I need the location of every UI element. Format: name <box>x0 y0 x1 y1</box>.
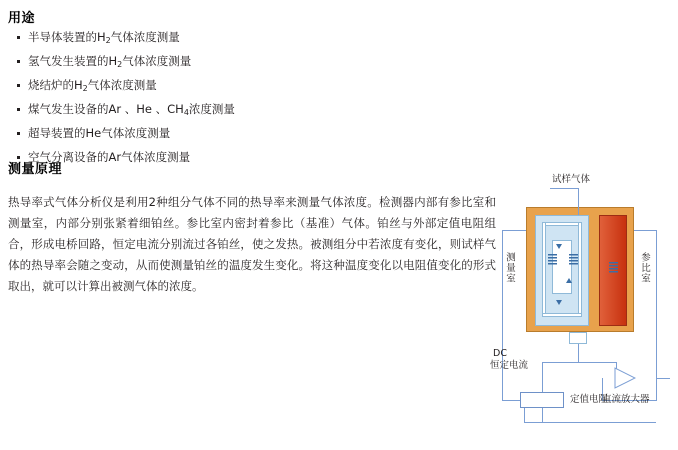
reference-filament <box>609 262 618 274</box>
bridge-left-drop-2 <box>542 408 543 422</box>
inlet-line-horizontal <box>550 188 579 189</box>
dc-label-line2: 恒定电流 <box>490 360 529 371</box>
list-item-post: 浓度测量 <box>188 102 235 116</box>
reference-chamber <box>599 215 627 326</box>
list-item-pre: 氢气发生装置的H <box>28 54 118 68</box>
right-bus-top-wire <box>630 230 657 231</box>
list-item-sub: 2 <box>82 84 88 93</box>
list-item-pre: 煤气发生设备的Ar 、He 、CH <box>28 102 184 116</box>
fixed-resistor-symbol <box>520 392 564 408</box>
list-item <box>14 146 534 170</box>
bridge-midline <box>542 362 616 363</box>
list-item <box>14 26 534 50</box>
inlet-line-vertical <box>578 188 579 208</box>
measuring-filament-left <box>548 254 557 266</box>
list-item-post: 气体浓度测量 <box>110 30 180 44</box>
bridge-bottom-wire <box>524 422 656 423</box>
measuring-filament-right <box>569 254 578 266</box>
flow-arrow-up <box>566 278 572 283</box>
list-item-sub: 2 <box>105 36 111 45</box>
gas-channel-bottom <box>542 313 582 317</box>
block-outlet-stub <box>578 344 579 362</box>
list-item <box>14 122 534 146</box>
block-outlet-port <box>569 332 587 344</box>
gas-channel-left <box>542 222 546 317</box>
list-item-pre: 空气分离设备的Ar气体浓度测量 <box>28 150 191 164</box>
gas-channel-top <box>542 222 582 226</box>
dc-amplifier-icon <box>614 367 636 389</box>
list-item <box>14 50 534 74</box>
list-item-post: 气体浓度测量 <box>122 54 192 68</box>
fixed-resistor-label: 定值电阻 <box>570 394 609 405</box>
amplifier-output-wire <box>656 378 670 379</box>
block-inlet-stub <box>578 207 579 215</box>
list-item-sub: 2 <box>117 60 123 69</box>
list-item-sub: 4 <box>183 108 189 117</box>
list-item-pre: 半导体装置的H <box>28 30 106 44</box>
gas-channel-center <box>552 240 572 294</box>
list-item-post: 气体浓度测量 <box>87 78 157 92</box>
list-item <box>14 74 534 98</box>
reference-chamber-label: 参比室 <box>639 252 650 284</box>
flow-arrow-down <box>556 244 562 249</box>
usage-bullet-list <box>14 26 534 170</box>
measuring-chamber-label: 测量室 <box>504 252 515 284</box>
list-item-pre: 烧结炉的H <box>28 78 83 92</box>
detector-body <box>526 207 634 332</box>
flow-arrow-down-2 <box>556 300 562 305</box>
principle-body-text: 热导率式气体分析仪是利用2种组分气体不同的热导率来测量气体浓度。检测器内部有参比室和测量室，内部分别张紧着细铂丝。参比室内密封着参比（基准）气体。铂丝与外部定值电阻组合，形成电桥回路，恒定电流分别流过各铂丝，使之发热。被测组分中若浓度有变化，则试样气体的热导率会随之变动，从而使测量铂丝的温度发生变化。将这种温度变化以电阻值变化的形式取出，就可以计算出被测气体的浓度。 <box>8 194 496 293</box>
bridge-left-drop <box>542 362 543 392</box>
gas-channel-right <box>578 222 582 317</box>
measuring-chamber <box>535 215 589 326</box>
right-bus-wire <box>656 230 657 400</box>
dc-amplifier-label: 直流放大器 <box>602 394 650 405</box>
principle-section-title: 测量原理 <box>8 162 63 177</box>
list-item <box>14 98 534 122</box>
thermal-conductivity-detector-diagram <box>490 170 672 445</box>
sample-gas-label: 试样气体 <box>552 174 591 185</box>
dc-label-line1: DC <box>493 348 507 359</box>
usage-section-title: 用途 <box>8 11 36 26</box>
list-item-pre: 超导装置的He气体浓度测量 <box>28 126 171 140</box>
